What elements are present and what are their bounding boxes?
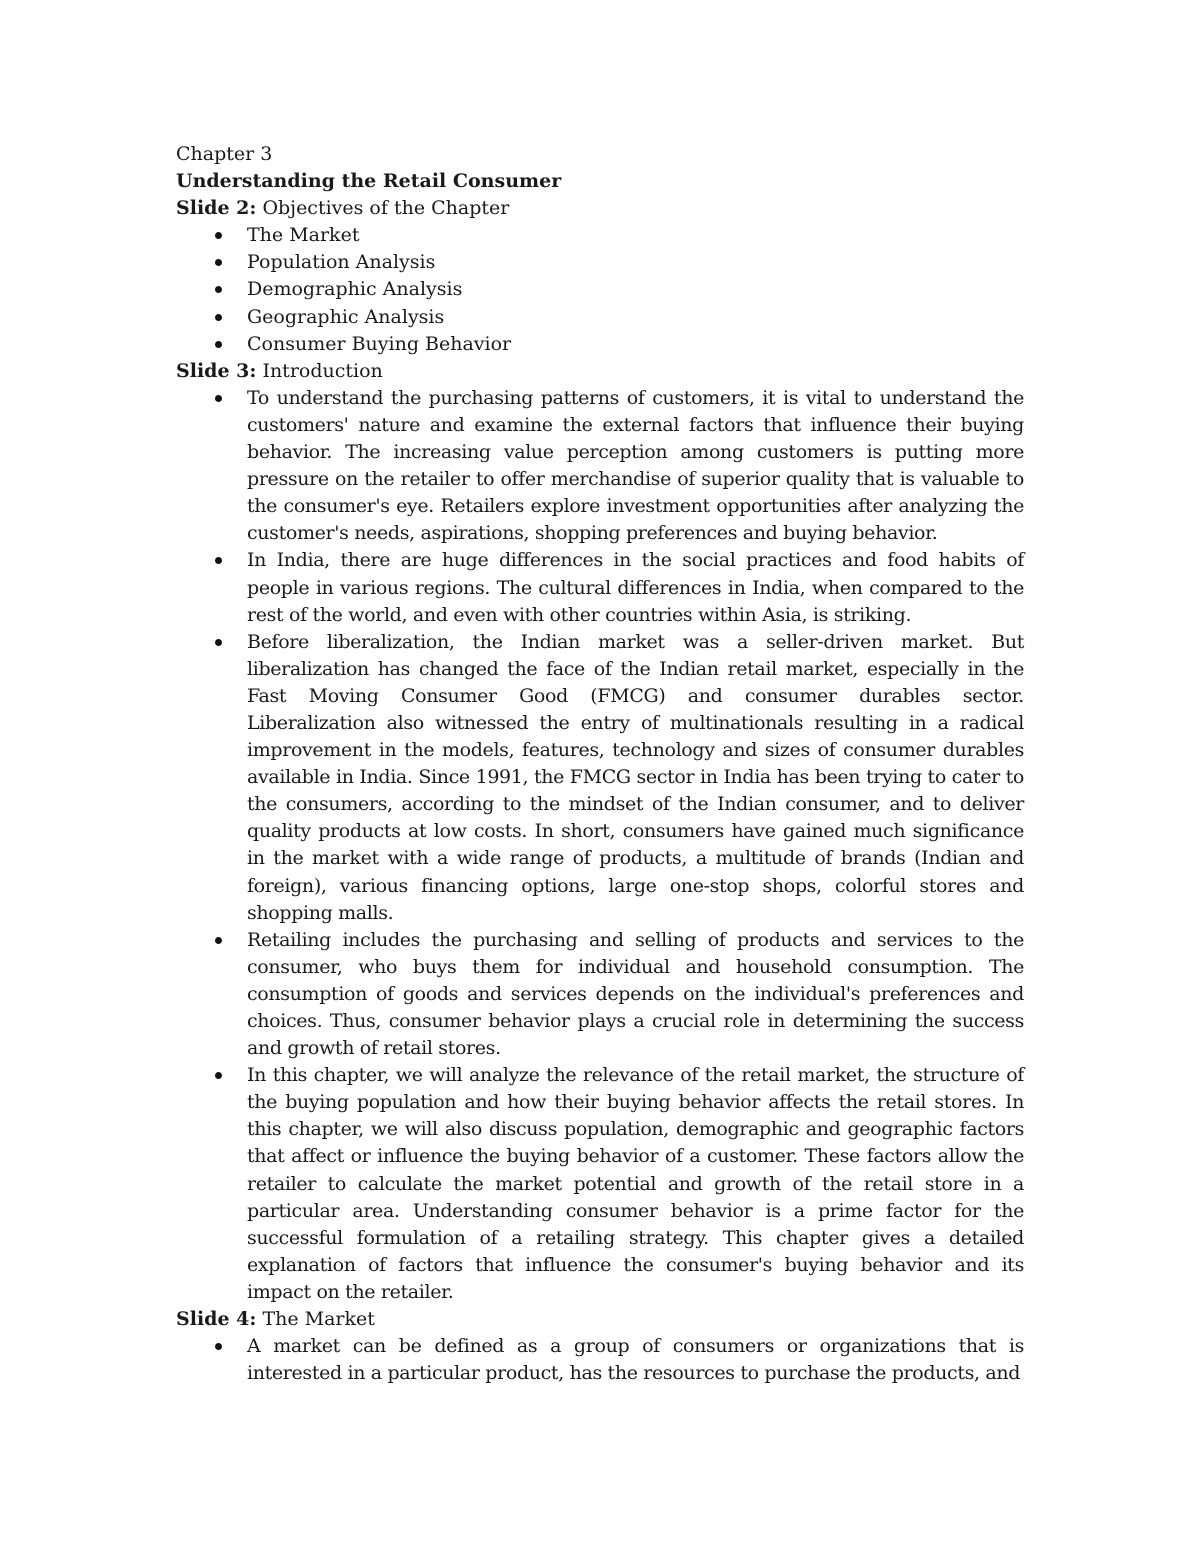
list-item: Geographic Analysis [247, 304, 1024, 331]
slide2-heading-text: Objectives of the Chapter [262, 197, 510, 220]
slide3-heading-text: Introduction [262, 359, 383, 382]
slide3-heading [176, 358, 1024, 385]
slide2-heading [176, 195, 1024, 222]
slide3-introduction-list [176, 385, 1024, 1306]
list-item: Demographic Analysis [247, 276, 1024, 303]
slide2-objectives-list [176, 222, 1024, 357]
list-item: The Market [247, 222, 1024, 249]
slide4-heading [176, 1306, 1024, 1333]
slide2-label: Slide 2: [176, 197, 257, 220]
list-item: Retailing includes the purchasing and selling of products and services to the consumer, who buys them for individual and household consumption. The consumption of goods and services depends on the individual's preferences and choices. Thus, consumer behavior plays a crucial role in determining the success and growth of retail stores. [247, 927, 1024, 1062]
chapter-number: Chapter 3 [176, 143, 273, 165]
list-item: A market can be defined as a group of consumers or organizations that is interested in a particular product, has the resources to purchase the products, and [247, 1333, 1024, 1387]
list-item: To understand the purchasing patterns of customers, it is vital to understand the customers' nature and examine the external factors that influence their buying behavior. The increasing value perception among customers is putting more pressure on the retailer to offer merchandise of superior quality that is valuable to the consumer's eye. Retailers explore investment opportunities after analyzing the customer's needs, aspirations, shopping preferences and buying behavior. [247, 385, 1024, 548]
document-page [176, 141, 1024, 1387]
list-item: Consumer Buying Behavior [247, 331, 1024, 358]
list-item: Before liberalization, the Indian market was a seller-driven market. But liberalization has changed the face of the Indian retail market, especially in the Fast Moving Consumer Good (FMCG) and consumer durables sector. Liberalization also witnessed the entry of multinationals resulting in a radical improvement in the models, features, technology and sizes of consumer durables available in India. Since 1991, the FMCG sector in India has been trying to cater to the consumers, according to the mindset of the Indian consumer, and to deliver quality products at low costs. In short, consumers have gained much significance in the market with a wide range of products, a multitude of brands (Indian and foreign), various financing options, large one-stop shops, colorful stores and shopping malls. [247, 629, 1024, 927]
list-item: Population Analysis [247, 249, 1024, 276]
chapter-title: Understanding the Retail Consumer [176, 170, 562, 193]
slide4-label: Slide 4: [176, 1308, 257, 1331]
slide4-heading-text: The Market [262, 1308, 375, 1331]
slide3-label: Slide 3: [176, 359, 257, 382]
slide4-market-list [176, 1333, 1024, 1387]
list-item: In this chapter, we will analyze the relevance of the retail market, the structure of the buying population and how their buying behavior affects the retail stores. In this chapter, we will also discuss population, demographic and geographic factors that affect or influence the buying behavior of a customer. These factors allow the retailer to calculate the market potential and growth of the retail store in a particular area. Understanding consumer behavior is a prime factor for the successful formulation of a retailing strategy. This chapter gives a detailed explanation of factors that influence the consumer's buying behavior and its impact on the retailer. [247, 1062, 1024, 1306]
list-item: In India, there are huge differences in the social practices and food habits of people in various regions. The cultural differences in India, when compared to the rest of the world, and even with other countries within Asia, is striking. [247, 547, 1024, 628]
